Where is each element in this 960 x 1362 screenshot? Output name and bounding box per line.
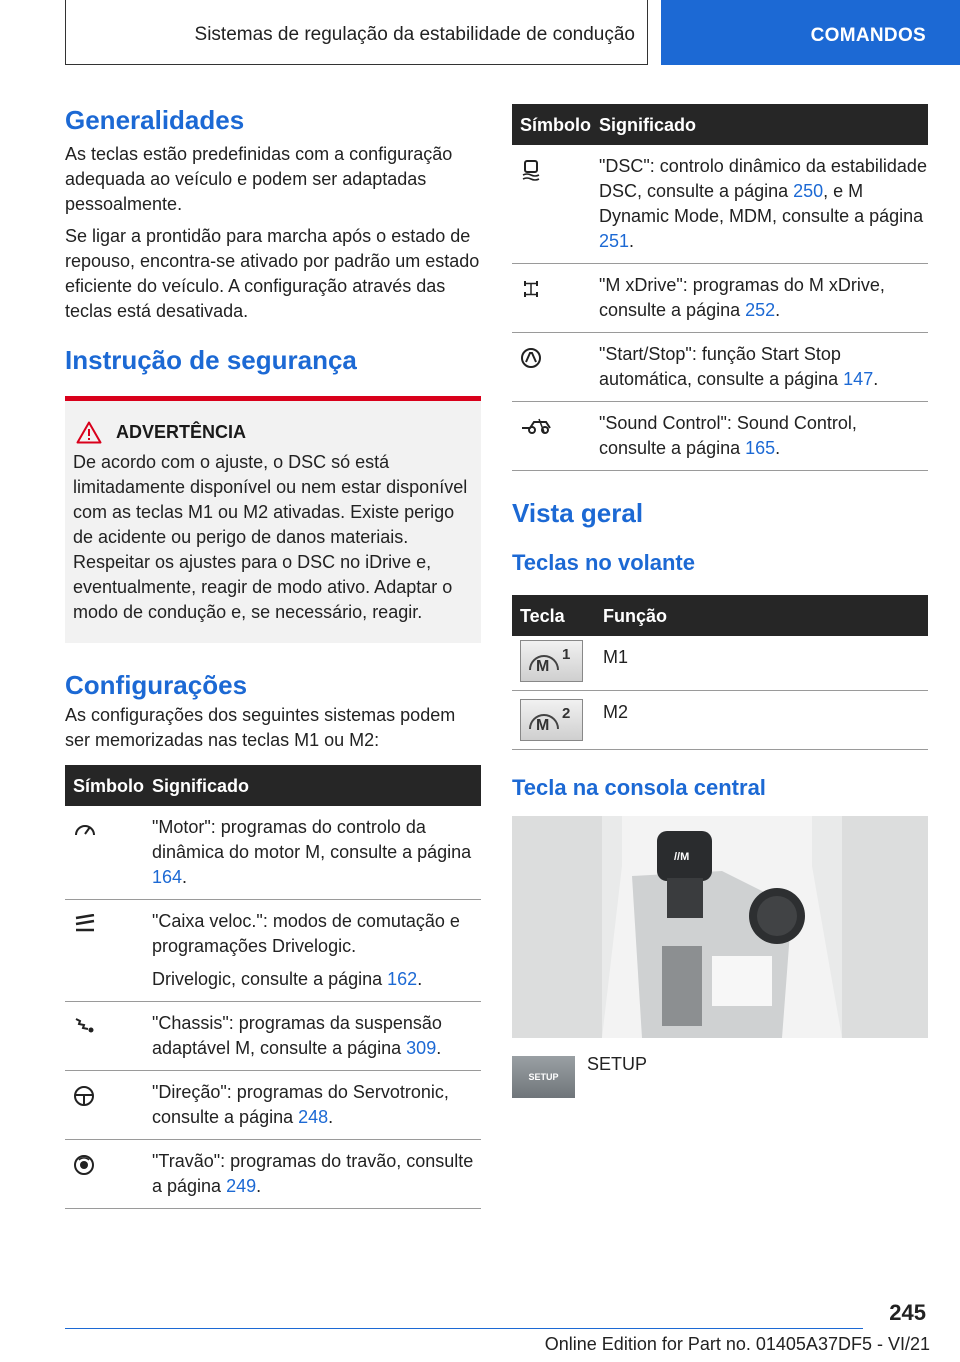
steering-wheel-icon	[73, 1085, 95, 1107]
page-link[interactable]: 147	[843, 369, 874, 389]
col-header-meaning: Significado	[144, 765, 481, 806]
center-console-photo	[512, 816, 928, 1038]
symbol-cell	[512, 402, 591, 471]
page-link[interactable]: 251	[599, 231, 630, 251]
right-column	[512, 104, 928, 1098]
table-row	[512, 691, 928, 750]
meaning-cell: "DSC": controlo dinâmico da estabilidade DSC, consulte a página 250, e M Dynamic Mode, MDM, consulte a página 251.	[591, 145, 928, 264]
meaning-cell: "M xDrive": programas do M xDrive, consulte a página 252.	[591, 264, 928, 333]
setup-key-row	[512, 1056, 928, 1098]
heading-configuracoes: Configurações	[65, 670, 248, 700]
symbol-cell	[65, 1140, 144, 1209]
footer-divider	[65, 1328, 863, 1329]
setup-key-icon: SETUP	[512, 1056, 575, 1098]
footer-edition: Online Edition for Part no. 01405A37DF5 - VI/21	[544, 1334, 930, 1354]
table-row	[512, 333, 928, 402]
meaning-cell: "Caixa veloc.": modos de comutação e programações Drivelogic. Drivelogic, consulte a página 162.	[144, 900, 481, 1002]
function-cell: M1	[595, 636, 928, 691]
warning-header	[76, 421, 473, 444]
col-header-meaning: Significado	[591, 104, 928, 145]
brake-icon	[73, 1154, 95, 1176]
m1-key-icon	[520, 640, 583, 682]
heading-consola-central: Tecla na consola central	[512, 775, 766, 800]
table-row	[65, 900, 481, 1002]
symbol-cell	[65, 900, 144, 1002]
meaning-cell: "Motor": programas do controlo da dinâmica do motor M, consulte a página 164.	[144, 806, 481, 900]
meaning-cell: "Start/Stop": função Start Stop automática, consulte a página 147.	[591, 333, 928, 402]
suspension-icon	[73, 1016, 97, 1034]
heading-generalidades: Generalidades	[65, 105, 245, 135]
meaning-cell: "Travão": programas do travão, consulte a página 249.	[144, 1140, 481, 1209]
engine-gauge-icon	[73, 820, 97, 838]
table-row	[65, 1140, 481, 1209]
table-row	[65, 1071, 481, 1140]
svg-text:1: 1	[561, 646, 570, 663]
keys-table	[512, 595, 928, 750]
svg-text:M: M	[535, 658, 549, 675]
col-header-key: Tecla	[512, 595, 595, 636]
table-row	[65, 806, 481, 900]
warning-box	[65, 396, 481, 643]
warning-triangle-icon	[76, 421, 102, 444]
page-link[interactable]: 309	[406, 1038, 437, 1058]
m2-key-icon	[520, 699, 583, 741]
symbols-table-left	[65, 765, 481, 1209]
svg-text:M: M	[535, 717, 549, 734]
meaning-cell: "Direção": programas do Servotronic, consulte a página 248.	[144, 1071, 481, 1140]
xdrive-icon	[520, 278, 542, 300]
start-stop-icon	[520, 347, 542, 369]
symbol-cell	[65, 1071, 144, 1140]
setup-label: SETUP	[587, 1054, 648, 1074]
heading-teclas-volante: Teclas no volante	[512, 550, 695, 575]
symbol-cell	[512, 333, 591, 402]
dsc-car-icon	[520, 159, 542, 181]
svg-text://M: //M	[674, 851, 690, 863]
heading-vista-geral: Vista geral	[512, 498, 644, 528]
table-row	[65, 1002, 481, 1071]
page-number: 245	[889, 1300, 926, 1325]
left-column	[65, 104, 481, 1209]
page-link[interactable]: 165	[745, 438, 776, 458]
meaning-cell: "Sound Control": Sound Control, consulte a página 165.	[591, 402, 928, 471]
sound-control-icon	[520, 416, 554, 436]
col-header-symbol: Símbolo	[512, 104, 591, 145]
heading-seguranca: Instrução de segurança	[65, 345, 357, 375]
col-header-symbol: Símbolo	[65, 765, 144, 806]
warning-text: De acordo com o ajuste, o DSC só está limitadamente disponível ou nem estar disponível com as teclas M1 ou M2 ativadas. Existe perigo de acidente ou perigo de danos materiais. Respeitar os ajustes para o DSC no iDrive e, eventualmente, reagir de modo ativo. Adaptar o modo de condução e, se necessário, reagir.	[73, 452, 468, 622]
page-link[interactable]: 248	[298, 1107, 329, 1127]
paragraph-generalidades-2: Se ligar a prontidão para marcha após o estado de repouso, encontra-se ativado por padrão um estado eficiente do veículo. A configuração através das teclas está desativada.	[65, 226, 480, 321]
page-link[interactable]: 252	[745, 300, 776, 320]
page-link[interactable]: 162	[387, 969, 418, 989]
chapter-title: COMANDOS	[810, 24, 926, 46]
svg-text:2: 2	[561, 705, 570, 722]
key-cell	[512, 691, 595, 750]
table-row	[512, 264, 928, 333]
symbol-cell	[65, 1002, 144, 1071]
table-row	[512, 402, 928, 471]
table-row	[512, 636, 928, 691]
page-link[interactable]: 249	[226, 1176, 257, 1196]
page-link[interactable]: 250	[793, 181, 824, 201]
chapter-tab	[661, 0, 960, 65]
col-header-function: Função	[595, 595, 928, 636]
page-link[interactable]: 164	[152, 867, 183, 887]
symbols-table-right	[512, 104, 928, 471]
gearbox-lines-icon	[73, 914, 97, 934]
symbol-cell	[512, 264, 591, 333]
table-row	[512, 145, 928, 264]
section-title: Sistemas de regulação da estabilidade de condução	[194, 24, 635, 45]
function-cell: M2	[595, 691, 928, 750]
key-cell	[512, 636, 595, 691]
meaning-cell: "Chassis": programas da suspensão adaptável M, consulte a página 309.	[144, 1002, 481, 1071]
symbol-cell	[512, 145, 591, 264]
running-header	[65, 0, 648, 65]
symbol-cell	[65, 806, 144, 900]
paragraph-configuracoes: As configurações dos seguintes sistemas podem ser memorizadas nas teclas M1 ou M2:	[65, 705, 456, 750]
paragraph-generalidades-1: As teclas estão predefinidas com a configuração adequada ao veículo e podem ser adaptadas pessoalmente.	[65, 144, 453, 214]
warning-title: ADVERTÊNCIA	[116, 422, 247, 442]
